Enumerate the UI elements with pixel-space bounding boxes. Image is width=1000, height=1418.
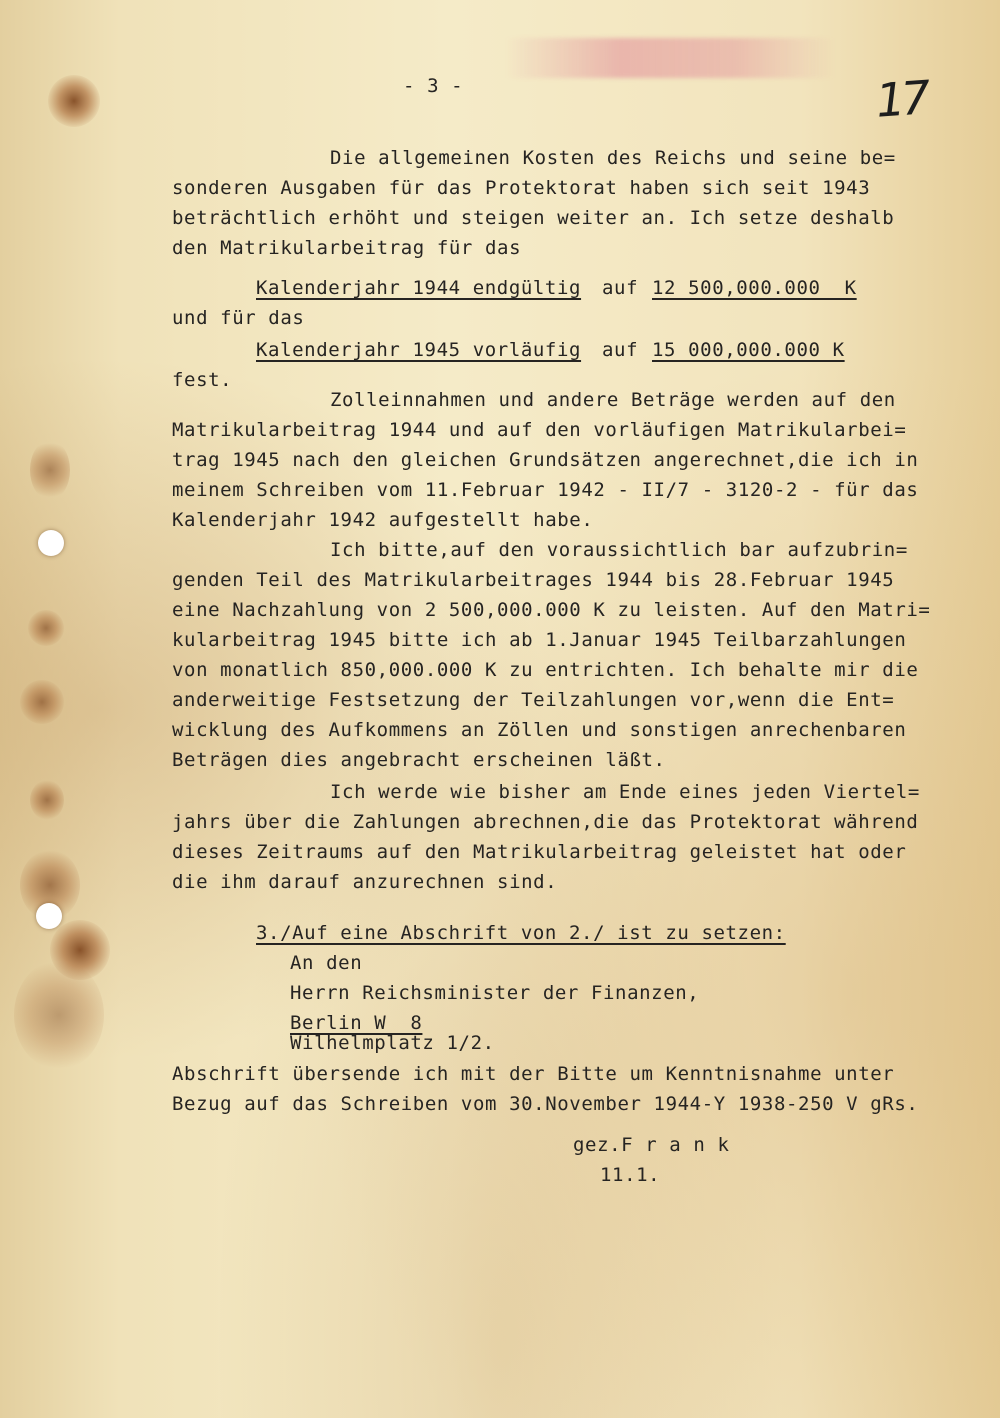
text-line: und für das <box>172 307 305 329</box>
text-line: Abschrift übersende ich mit der Bitte um Kenntnisnahme unter <box>172 1063 895 1085</box>
text-line: dieses Zeitraums auf den Matrikularbeitrag geleistet hat oder <box>172 841 907 863</box>
section-heading: 3./Auf eine Abschrift von 2./ ist zu setzen: <box>256 922 786 944</box>
year-1945-label: Kalenderjahr 1945 vorläufig <box>256 339 582 361</box>
text-line: den Matrikularbeitrag für das <box>172 237 522 259</box>
punch-hole <box>38 530 64 556</box>
text-line: Ich bitte,auf den voraussichtlich bar aufzubrin= <box>330 539 908 561</box>
year-1944-label: Kalenderjahr 1944 endgültig <box>256 277 582 299</box>
text-line: anderweitige Festsetzung der Teilzahlungen vor,wenn die Ent= <box>172 689 895 711</box>
text-line: die ihm darauf anzurechnen sind. <box>172 871 558 893</box>
address-city: Berlin W 8 <box>290 1012 423 1034</box>
text-line: fest. <box>172 369 233 391</box>
text-line: Kalenderjahr 1942 aufgestellt habe. <box>172 509 594 531</box>
stain <box>20 680 64 724</box>
stain <box>28 610 64 646</box>
text-line: eine Nachzahlung von 2 500,000.000 K zu leisten. Auf den Matri= <box>172 599 931 621</box>
text-line: Bezug auf das Schreiben vom 30.November 1944-Y 1938-250 V gRs. <box>172 1093 919 1115</box>
text-line: Zolleinnahmen und andere Beträge werden auf den <box>330 389 896 411</box>
signature-date: 11.1. <box>600 1164 661 1186</box>
text-line: auf <box>602 339 639 361</box>
text-line: sonderen Ausgaben für das Protektorat haben sich seit 1943 <box>172 177 871 199</box>
amount-1944: 12 500,000.000 K <box>652 277 857 299</box>
handwritten-folio-number: 17 <box>874 70 929 128</box>
stain <box>14 960 104 1070</box>
text-line: kularbeitrag 1945 bitte ich ab 1.Januar 1945 Teilbarzahlungen <box>172 629 907 651</box>
signature: gez.F r a n k <box>573 1134 730 1156</box>
stain <box>30 440 70 500</box>
text-line: Matrikularbeitrag 1944 und auf den vorläufigen Matrikularbei= <box>172 419 907 441</box>
punch-hole <box>36 903 62 929</box>
text-line: jahrs über die Zahlungen abrechnen,die das Protektorat während <box>172 811 919 833</box>
text-line: auf <box>602 277 639 299</box>
text-line: wicklung des Aufkommens an Zöllen und sonstigen anrechenbaren <box>172 719 907 741</box>
text-line: von monatlich 850,000.000 K zu entrichten. Ich behalte mir die <box>172 659 919 681</box>
text-line: Beträgen dies angebracht erscheinen läßt. <box>172 749 666 771</box>
text-line: trag 1945 nach den gleichen Grundsätzen angerechnet,die ich in <box>172 449 919 471</box>
stain <box>48 75 100 127</box>
text-line: genden Teil des Matrikularbeitrages 1944 bis 28.Februar 1945 <box>172 569 895 591</box>
text-line: Ich werde wie bisher am Ende eines jeden Viertel= <box>330 781 920 803</box>
page-number: - 3 - <box>403 75 464 97</box>
text-line: meinem Schreiben vom 11.Februar 1942 - II/7 - 3120-2 - für das <box>172 479 919 501</box>
text-line: Die allgemeinen Kosten des Reichs und seine be= <box>330 147 896 169</box>
faded-stamp <box>505 38 835 78</box>
stain <box>30 780 64 820</box>
address-line: Wilhelmplatz 1/2. <box>290 1032 495 1054</box>
text-line: beträchtlich erhöht und steigen weiter an. Ich setze deshalb <box>172 207 895 229</box>
address-line: Herrn Reichsminister der Finanzen, <box>290 982 700 1004</box>
address-line: An den <box>290 952 363 974</box>
amount-1945: 15 000,000.000 K <box>652 339 845 361</box>
